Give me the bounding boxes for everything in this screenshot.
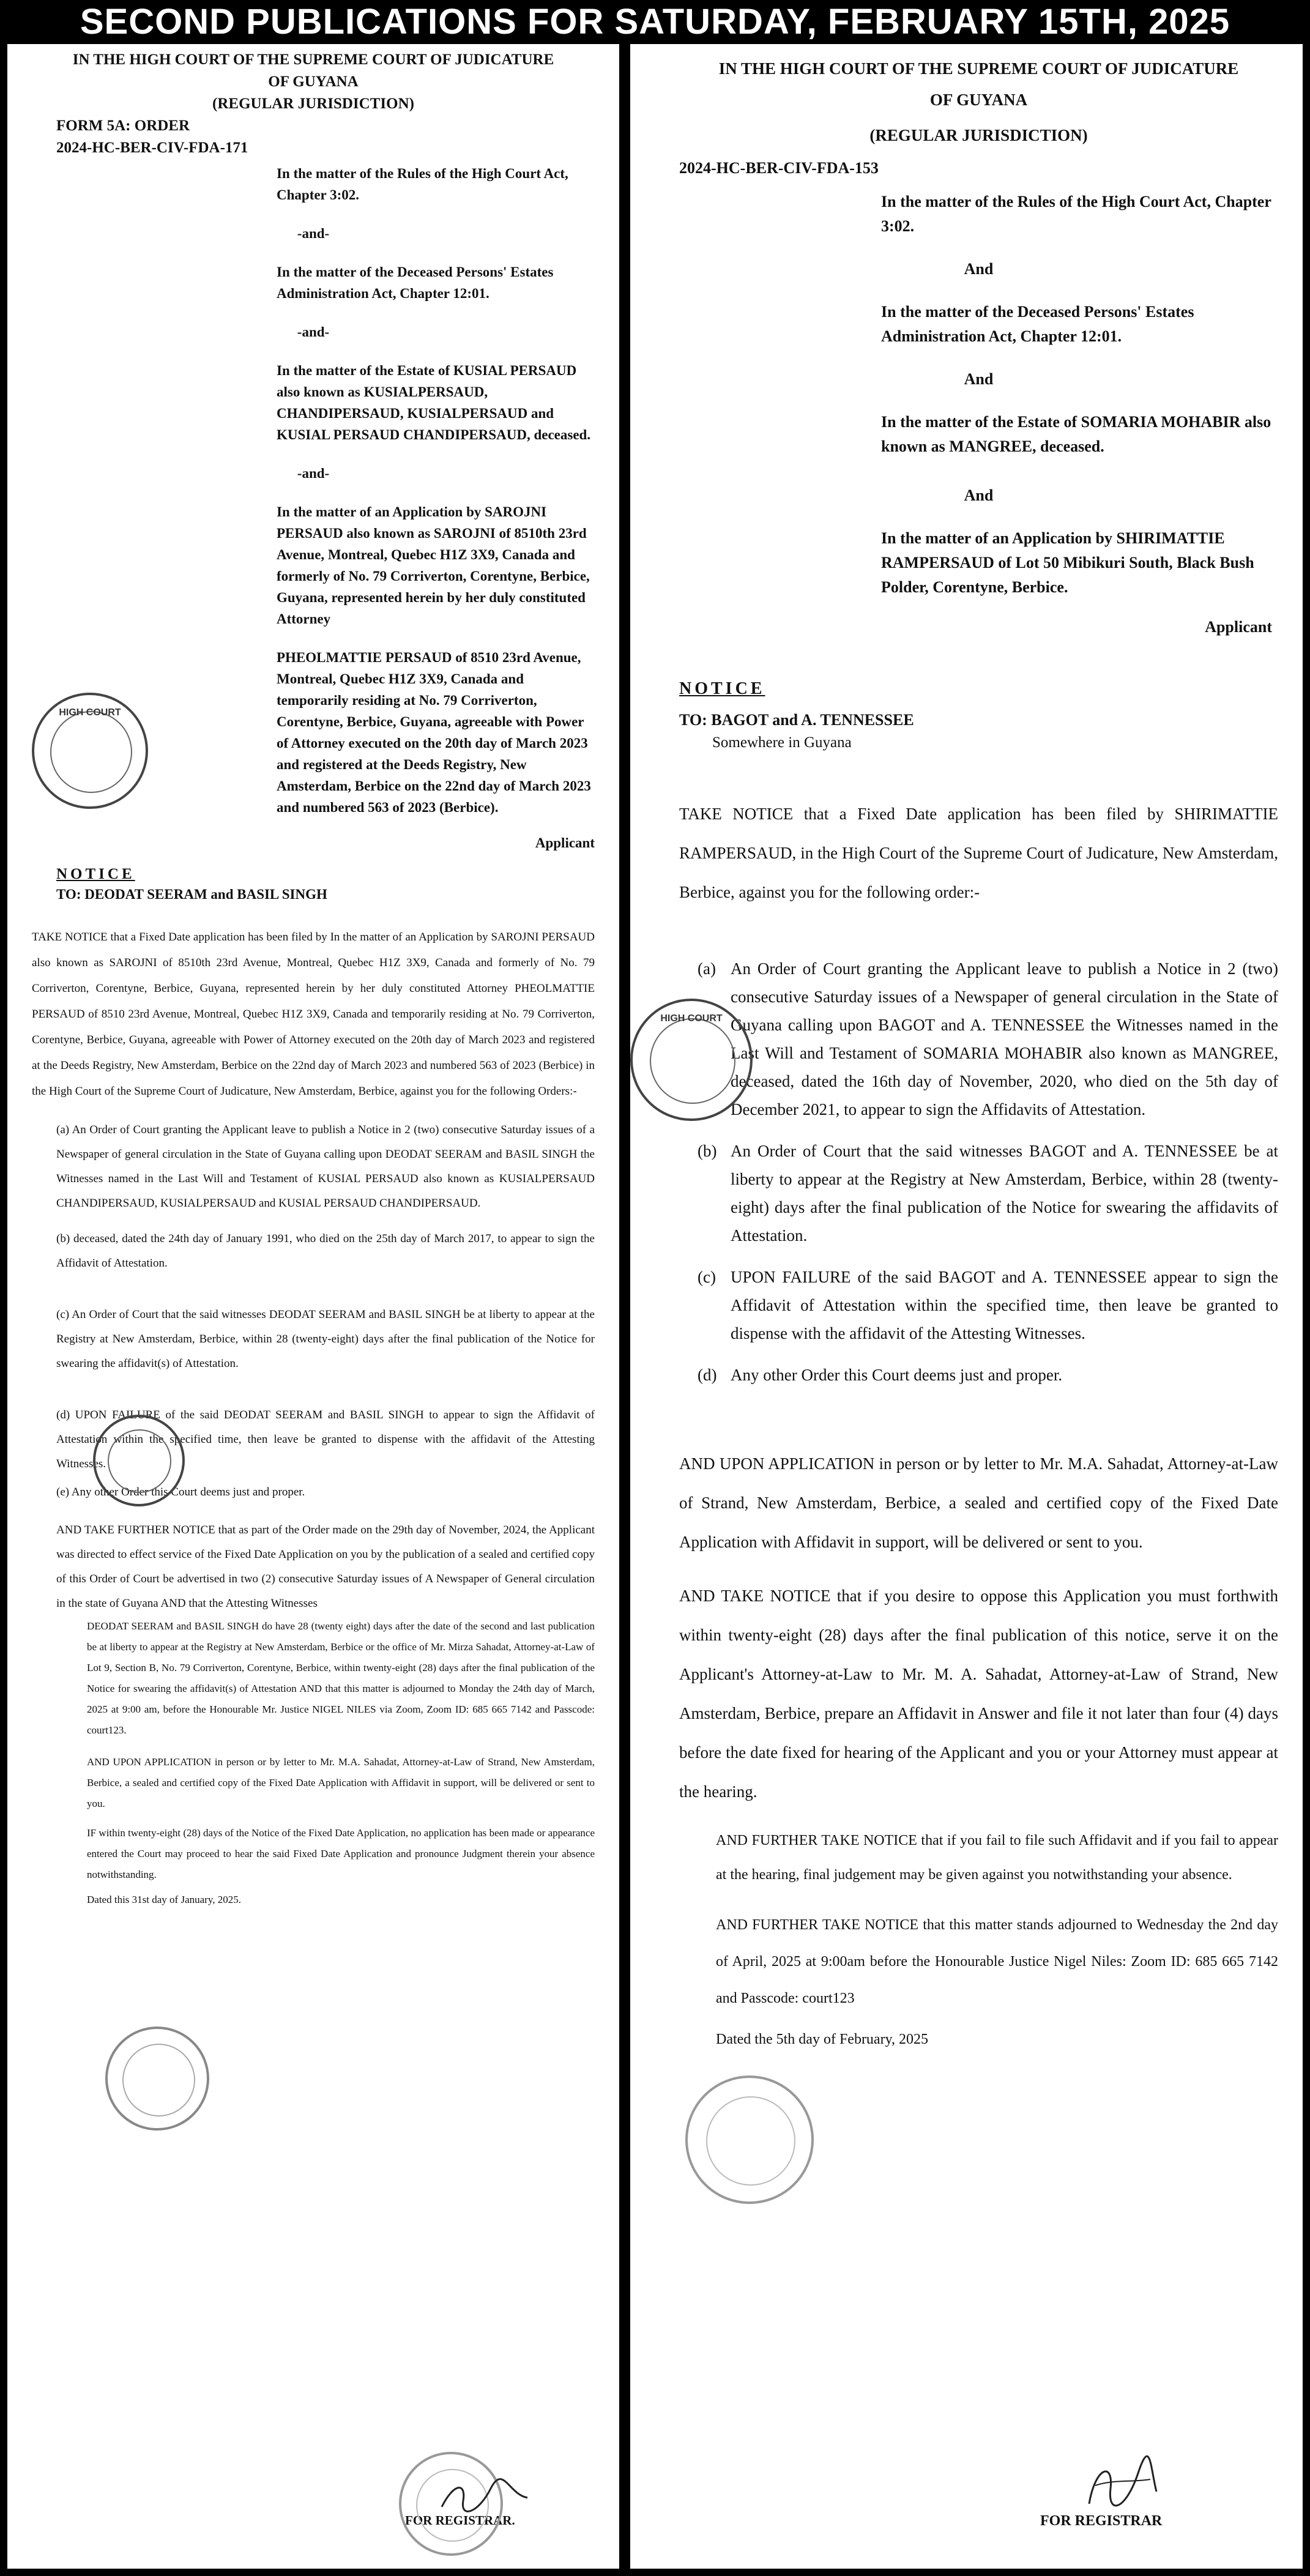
court-seal-stamp — [93, 1415, 185, 1506]
order-item: (b) deceased, dated the 24th day of January 1991, who died on the 25th day of March 2017, to appear to sign the Affidavit of Attestation. — [56, 1232, 595, 1270]
and-separator: And — [964, 260, 994, 278]
matter-estate: In the matter of the Estate of SOMARIA MOHABIR also known as MANGREE, deceased. — [881, 413, 1271, 455]
dated-line: Dated the 5th day of February, 2025 — [716, 2031, 929, 2047]
left-notice — [7, 44, 619, 2569]
case-number: 2024-HC-BER-CIV-FDA-171 — [56, 140, 248, 156]
recipient-location: Somewhere in Guyana — [712, 734, 852, 751]
order-item: (a) An Order of Court granting the Applicant leave to publish a Notice in 2 (two) consecutive Saturday issues of a Newspaper of general circulation in the State of Guyana calling upon DEODAT SEERAM and BASIL SINGH the Witnesses named in the Last Will and Testament of KUSIAL PERSAUD also known as KUSIALPERSAUD CHANDIPERSAUD, KUSIALPERSAUD and KUSIAL PERSAUD CHANDIPERSAUD. — [56, 1123, 595, 1210]
court-title-line2: OF GUYANA — [929, 91, 1028, 109]
jurisdiction: (REGULAR JURISDICTION) — [869, 126, 1088, 144]
court-title-line1: IN THE HIGH COURT OF THE SUPREME COURT OF JUDICATURE — [718, 59, 1239, 78]
case-number: 2024-HC-BER-CIV-FDA-153 — [679, 159, 879, 177]
for-registrar-label: FOR REGISTRAR — [1040, 2513, 1163, 2529]
dated-line: Dated this 31st day of January, 2025. — [87, 1894, 241, 1905]
notice-recipients: TO: DEODAT SEERAM and BASIL SINGH — [56, 887, 327, 902]
order-item: (e) Any other Order this Court deems just and proper. — [56, 1486, 305, 1498]
matter-block — [881, 190, 1278, 600]
order-item: (d) UPON FAILURE of the said DEODAT SEERAM and BASIL SINGH to appear to sign the Affidavit of Attestation within the specified time, then leave be granted to dispense with the affidavit of the Attesting Witnesses. — [56, 1409, 595, 1470]
notice-heading: NOTICE — [56, 866, 135, 882]
court-title-line2: OF GUYANA — [268, 73, 359, 90]
and-separator: -and- — [297, 324, 330, 340]
matter-deceased: In the matter of the Deceased Persons' Estates Administration Act, Chapter 12:01. — [277, 264, 554, 301]
and-separator: -and- — [297, 466, 330, 481]
order-item: (c) An Order of Court that the said witnesses DEODAT SEERAM and BASIL SINGH be at liberty to appear at the Registry at New Amsterdam, Berbice, within 28 (twenty-eight) days after the final publication of the Notice for swearing the affidavit(s) of Attestation. — [56, 1308, 595, 1370]
registrar-signature — [436, 2476, 534, 2519]
for-registrar-label: FOR REGISTRAR. — [405, 2513, 515, 2528]
orders-list — [679, 955, 1278, 1389]
court-seal-stamp — [685, 2075, 814, 2204]
take-notice-paragraph: TAKE NOTICE that a Fixed Date application has been filed by In the matter of an Application by SAROJNI PERSAUD also known as SAROJNI of 8510th 23rd Avenue, Montreal, Quebec H1Z 3X9, Canada and formerly of No. 79 Corriverton, Corentyne, Berbice, Guyana, represented herein by her duly constituted Attorney PHEOLMATTIE PERSAUD of 8510 23rd Avenue, Montreal, Quebec H1Z 3X9, Canada and temporarily residing at No. 79 Corriverton, Corentyne, Berbice, Guyana, agreeable with Power of Attorney executed on the 20th day of March 2023 and registered at the Deeds Registry, New Amsterdam, Berbice on the 22nd day of March 2023 and numbered 563 of 2023 (Berbice) in the High Court of the Supreme Court of Judicature, New Amsterdam, Berbice, against you for the following Orders:- — [32, 931, 595, 1098]
matter-application: In the matter of an Application by SAROJNI PERSAUD also known as SAROJNI of 8510th 23rd Avenue, Montreal, Quebec H1Z 3X9, Canada and formerly of No. 79 Corriverton, Corentyne, Berbice, Guyana, represented herein by her duly constituted Attorney — [277, 504, 590, 627]
further-notice-continued: DEODAT SEERAM and BASIL SINGH do have 28 (twenty eight) days after the date of the second and last publication be at liberty to appear at the Registry at New Amsterdam, Berbice or the office of Mr. Mirza Sahadat, Attorney-at-Law of Lot 9, Section B, No. 79 Corriverton, Corentyne, Berbice, within twenty-eight (28) days after the final publication of the Notice for swearing the affidavit(s) of Attestation AND that this matter is adjourned to Monday the 24th day of March, 2025 at 9:00 am, before the Honourable Mr. Justice NIGEL NILES via Zoom, Zoom ID: 685 665 7142 and Passcode: court123. — [87, 1620, 595, 1736]
further-notice-paragraph: AND TAKE FURTHER NOTICE that as part of the Order made on the 29th day of November, 2024, the Applicant was directed to effect service of the Fixed Date Application on you by the publication of a sealed and certified copy of this Order of Court be advertised in two (2) consecutive Saturday issues of A Newspaper of General circulation in the state of Guyana AND that the Attesting Witnesses — [56, 1524, 595, 1610]
court-seal-stamp: HIGH COURT — [630, 999, 753, 1121]
matter-deceased: In the matter of the Deceased Persons' Estates Administration Act, Chapter 12:01. — [881, 303, 1194, 345]
order-item: (c) UPON FAILURE of the said BAGOT and A. TENNESSEE appear to sign the Affidavit of Attestation within the specified time, then leave be granted to dispense with the affidavit of the Attesting Witnesses. — [698, 1268, 1278, 1342]
jurisdiction: (REGULAR JURISDICTION) — [212, 95, 414, 112]
attorney-block: PHEOLMATTIE PERSAUD of 8510 23rd Avenue, Montreal, Quebec H1Z 3X9, Canada and temporarily residing at No. 79 Corriverton, Corentyne, Berbice, Guyana, agreeable with Power of Attorney executed on the 20th day of March 2023 and registered at the Deeds Registry, New Amsterdam, Berbice on the 22nd day of March 2023 and numbered 563 of 2023 (Berbice). — [277, 650, 591, 815]
form-label: FORM 5A: ORDER — [56, 117, 190, 134]
applicant-label: Applicant — [1205, 618, 1272, 636]
and-separator: -and- — [297, 226, 330, 241]
order-item: (b) An Order of Court that the said witnesses BAGOT and A. TENNESSEE be at liberty to appear at the Registry at New Amsterdam, Berbice, within 28 (twenty-eight) days after the final publication of the Notice for swearing the affidavits of Attestation. — [698, 1142, 1278, 1245]
matter-application: In the matter of an Application by SHIRIMATTIE RAMPERSAUD of Lot 50 Mibikuri South, Black Bush Polder, Corentyne, Berbice. — [881, 529, 1254, 596]
matter-estate: In the matter of the Estate of KUSIAL PERSAUD also known as KUSIALPERSAUD, CHANDIPERSAUD, KUSIALPERSAUD and KUSIAL PERSAUD CHANDIPERSAUD, deceased. — [277, 363, 591, 442]
and-separator: And — [964, 370, 994, 388]
and-separator: And — [964, 486, 994, 504]
court-seal-stamp — [105, 2027, 209, 2131]
oppose-paragraph: AND TAKE NOTICE that if you desire to oppose this Application you must forthwith within twenty-eight (28) days after the final publication of this notice, serve it on the Applicant's Attorney-at-Law to Mr. M. A. Sahadat, Attorney-at-Law of Strand, New Amsterdam, Berbice, prepare an Affidavit in Answer and file it not later than four (4) days before the date fixed for hearing of the Applicant and you or your Attorney must appear at the hearing. — [679, 1587, 1278, 1801]
matter-block — [277, 163, 595, 818]
further-notice-paragraph: AND FURTHER TAKE NOTICE that if you fail to file such Affidavit and if you fail to appear at the hearing, final judgement may be given against you notwithstanding your absence. — [716, 1833, 1278, 1883]
notice-heading: NOTICE — [679, 679, 765, 698]
page-frame — [0, 44, 1310, 2576]
matter-rules: In the matter of the Rules of the High Court Act, Chapter 3:02. — [881, 193, 1271, 235]
upon-application-paragraph: AND UPON APPLICATION in person or by letter to Mr. M.A. Sahadat, Attorney-at-Law of Strand, New Amsterdam, Berbice, a sealed and certified copy of the Fixed Date Application with Affidavit in support, will be delivered or sent to you. — [679, 1454, 1278, 1551]
page-banner: SECOND PUBLICATIONS FOR SATURDAY, FEBRUARY 15TH, 2025 — [0, 0, 1310, 44]
notice-recipients: TO: BAGOT and A. TENNESSEE — [679, 711, 914, 729]
if-clause-paragraph: IF within twenty-eight (28) days of the Notice of the Fixed Date Application, no application has been made or appearance entered the Court may proceed to hear the said Fixed Date Application and pronounce Judgment therein your absence notwithstanding. — [87, 1827, 595, 1880]
registrar-signature — [1077, 2455, 1163, 2516]
court-title-line1: IN THE HIGH COURT OF THE SUPREME COURT OF JUDICATURE — [72, 51, 554, 68]
right-notice — [630, 44, 1303, 2569]
matter-rules: In the matter of the Rules of the High Court Act, Chapter 3:02. — [277, 166, 568, 203]
court-seal-stamp: HIGH COURT — [32, 693, 148, 809]
order-item: (d) Any other Order this Court deems just and proper. — [698, 1366, 1063, 1384]
order-item: (a) An Order of Court granting the Applicant leave to publish a Notice in 2 (two) consecutive Saturday issues of a Newspaper of general circulation in the State of Guyana calling upon BAGOT and A. TENNESSEE the Witnesses named in the Last Will and Testament of SOMARIA MOHABIR also known as MANGREE, deceased, dated the 16th day of November, 2020, who died on the 5th day of December 2021, to appear to sign the Affidavits of Attestation. — [698, 959, 1278, 1119]
upon-application-paragraph: AND UPON APPLICATION in person or by letter to Mr. M.A. Sahadat, Attorney-at-Law of Strand, New Amsterdam, Berbice, a sealed and certified copy of the Fixed Date Application with Affidavit in support, will be delivered or sent to you. — [87, 1756, 595, 1809]
adjournment-paragraph: AND FURTHER TAKE NOTICE that this matter stands adjourned to Wednesday the 2nd day of April, 2025 at 9:00am before the Honourable Justice Nigel Niles: Zoom ID: 685 665 7142 and Passcode: court123 — [716, 1917, 1278, 2006]
take-notice-paragraph: TAKE NOTICE that a Fixed Date application has been filed by SHIRIMATTIE RAMPERSAUD, in the High Court of the Supreme Court of Judicature, New Amsterdam, Berbice, against you for the following order:- — [679, 805, 1278, 901]
applicant-label: Applicant — [535, 835, 595, 851]
